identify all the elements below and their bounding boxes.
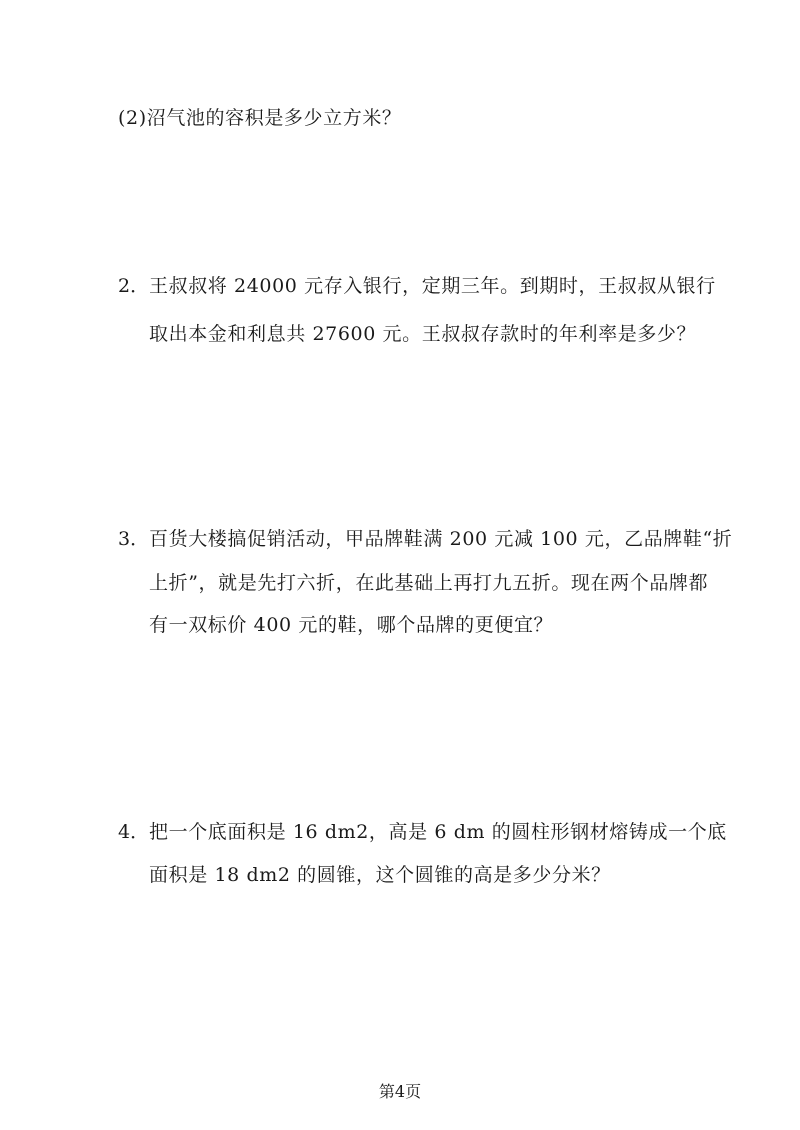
question-3-line-2: 上折”，就是先打六折，在此基础上再打九五折。现在两个品牌都 [149,572,709,594]
question-4-line-2: 面积是 18 dm2 的圆锥，这个圆锥的高是多少分米？ [149,864,611,886]
question-2-line-2: 取出本金和利息共 27600 元。王叔叔存款时的年利率是多少？ [149,323,697,345]
question-3-line-3: 有一双标价 400 元的鞋，哪个品牌的更便宜？ [149,614,554,636]
question-4-number: 4． [118,821,150,843]
sub-question-2: (2)沼气池的容积是多少立方米？ [118,107,402,129]
page-number: 第4页 [378,1082,422,1101]
question-4-line-1: 把一个底面积是 16 dm2，高是 6 dm 的圆柱形钢材熔铸成一个底 [149,821,727,843]
question-3-number: 3． [118,528,150,550]
question-2-line-1: 王叔叔将 24000 元存入银行，定期三年。到期时，王叔叔从银行 [149,275,716,297]
question-2-number: 2． [118,275,150,297]
question-3-line-1: 百货大楼搞促销活动，甲品牌鞋满 200 元减 100 元，乙品牌鞋“折 [149,528,733,550]
